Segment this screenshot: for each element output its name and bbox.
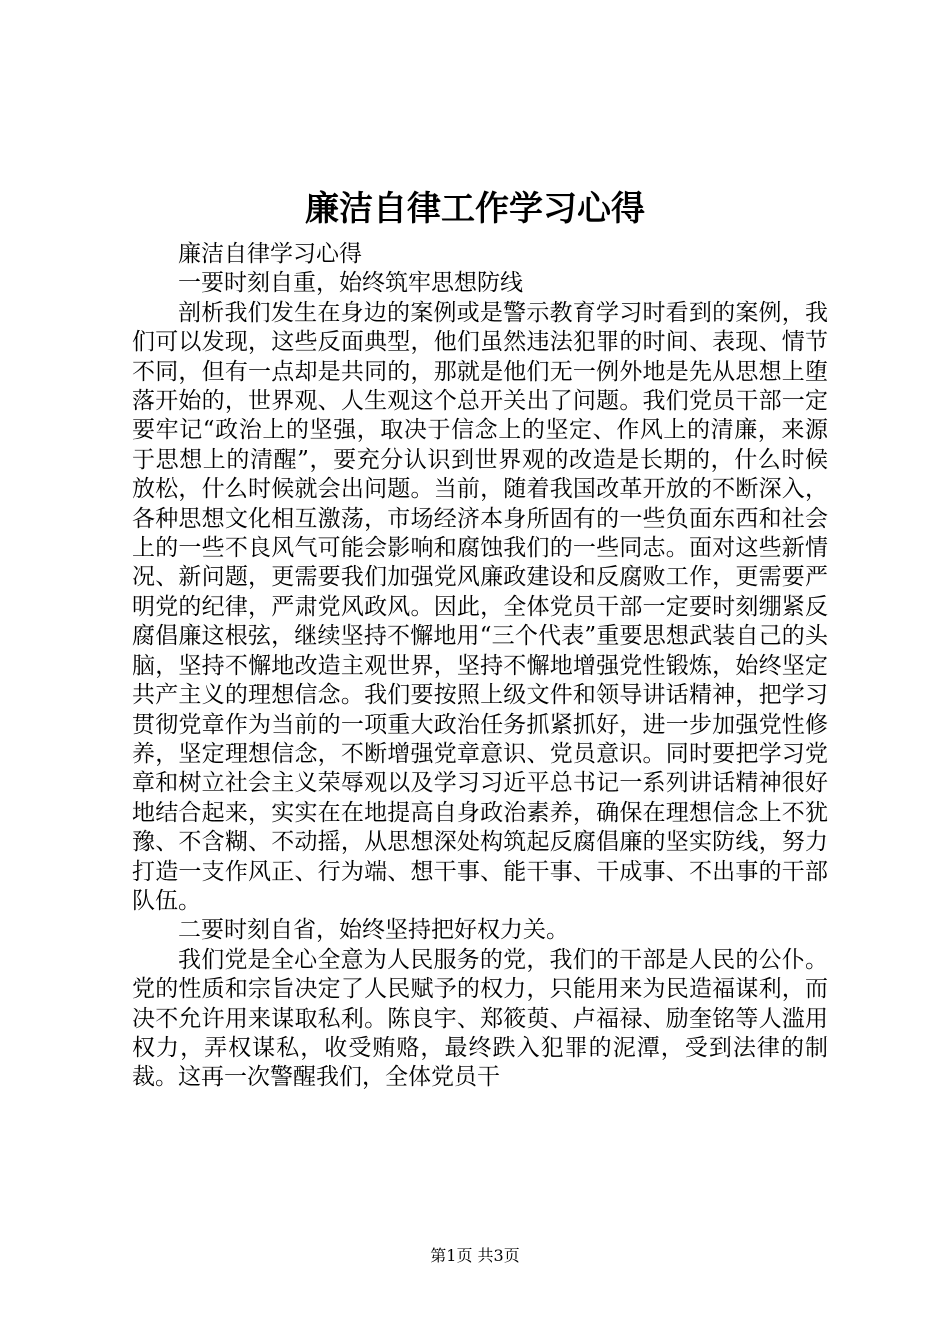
document-body: [132, 240, 828, 1093]
document-title: 廉洁自律工作学习心得: [305, 189, 645, 229]
subtitle-paragraph: 廉洁自律学习心得: [178, 241, 362, 267]
section-heading-2: 二要时刻自省，始终坚持把好权力关。: [178, 917, 569, 944]
body-paragraph-2: 我们党是全心全意为人民服务的党，我们的干部是人民的公仆。党的性质和宗旨决定了人民赋予的权力，只能用来为民造福谋利，而决不允许用来谋取私利。陈良宇、郑筱萸、卢福禄、励奎铭等人滥用权力，弄权谋私，收受贿赂，最终跌入犯罪的泥潭，受到法律的制裁。这再一次警醒我们，全体党员干: [132, 946, 828, 1091]
body-paragraph-1: 剖析我们发生在身边的案例或是警示教育学习时看到的案例，我们可以发现，这些反面典型，他们虽然违法犯罪的时间、表现、情节不同，但有一点却是共同的，那就是他们无一例外地是先从思想上堕落开始的，世界观、人生观这个总开关出了问题。我们党员干部一定要牢记“政治上的坚强，取决于信念上的坚定、作风上的清廉，来源于思想上的清醒”，要充分认识到世界观的改造是长期的，什么时候放松，什么时候就会出问题。当前，随着我国改革开放的不断深入，各种思想文化相互激荡，市场经济本身所固有的一些负面东西和社会上的一些不良风气可能会影响和腐蚀我们的一些同志。面对这些新情况、新问题，更需要我们加强党风廉政建设和反腐败工作，更需要严明党的纪律，严肃党风政风。因此，全体党员干部一定要时刻绷紧反腐倡廉这根弦，继续坚持不懈地用“三个代表”重要思想武装自己的头脑，坚持不懈地改造主观世界，坚持不懈地增强党性锻炼，始终坚定共产主义的理想信念。我们要按照上级文件和领导讲话精神，把学习贯彻党章作为当前的一项重大政治任务抓紧抓好，进一步加强党性修养，坚定理想信念，不断增强党章意识、党员意识。同时要把学习党章和树立社会主义荣辱观以及学习习近平总书记一系列讲话精神很好地结合起来，实实在在地提高自身政治素养，确保在理想信念上不犹豫、不含糊、不动摇，从思想深处构筑起反腐倡廉的坚实防线，努力打造一支作风正、行为端、想干事、能干事、干成事、不出事的干部队伍。: [132, 299, 828, 914]
section-heading-1: 一要时刻自重，始终筑牢思想防线: [178, 270, 523, 297]
page-footer: 第1页 共3页: [430, 1246, 520, 1265]
